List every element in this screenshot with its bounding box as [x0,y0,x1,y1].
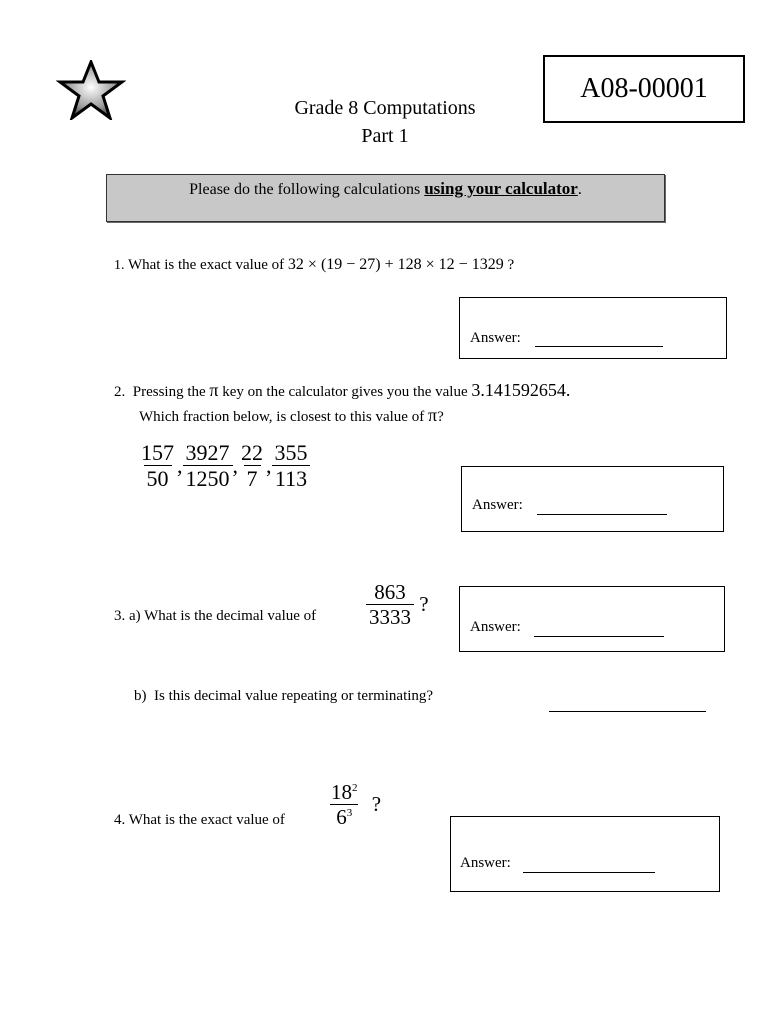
star-icon [56,60,126,120]
question-4-answer-label: Answer: [460,855,511,871]
fraction-option-4 [272,440,311,492]
fraction-option-4-denominator: 113 [272,465,310,491]
document-id-box [543,55,745,123]
question-1 [114,256,514,274]
question-2-line-1 [114,380,570,401]
question-3-numerator: 863 [374,580,406,604]
question-4 [114,812,285,829]
question-4-fraction [328,780,361,829]
question-2-value: 3.141592654. [471,380,571,400]
question-2-number: 2. [114,384,126,400]
fraction-option-2 [183,440,233,492]
document-id: A08-00001 [580,73,708,104]
question-2-text-a: Pressing the [132,384,206,400]
question-3b-answer-line[interactable] [549,711,706,712]
question-3-part-a-label: a) [129,608,141,624]
question-4-answer-box[interactable] [450,816,720,892]
question-1-suffix: ? [507,257,515,273]
question-3-answer-box[interactable] [459,586,725,652]
question-2-answer-label: Answer: [472,497,523,513]
fraction-option-2-denominator: 1250 [183,465,233,491]
instruction-banner [106,174,665,222]
question-2-fraction-list: $\frac{157}{50}$ , $\frac{3927}{1250}$ , $\frac{22}{7}$ , $\frac{355}{113}$ [138,440,311,492]
question-4-denominator-base: 6 [336,805,347,830]
question-4-prompt: What is the exact value of [128,812,285,828]
instruction-text-start: Please do the following calculations [189,181,425,198]
question-3-suffix: ? [419,592,429,617]
question-3-answer-line[interactable] [534,636,664,637]
pi-symbol-2: π [427,405,438,425]
question-4-number: 4. [114,812,126,828]
question-3-fraction [366,580,414,629]
question-4-numerator-base: 18 [331,780,352,804]
question-4-numerator [328,780,361,804]
question-4-denominator [330,804,358,829]
question-2-line-2 [139,405,444,426]
instruction-text [107,179,664,199]
question-1-number: 1. [114,258,125,273]
question-3-denominator: 3333 [366,604,414,629]
question-3-answer-label: Answer: [470,619,521,635]
question-1-answer-box[interactable] [459,297,727,359]
question-3-part-b [134,688,433,705]
instruction-emphasis: using your calculator [424,179,578,198]
question-3-prompt-a: What is the decimal value of [144,608,317,624]
question-4-answer-line[interactable] [523,872,655,873]
question-3-prompt-b: Is this decimal value repeating or terminating? [154,688,434,704]
question-4-numerator-exponent: 2 [352,782,358,794]
fraction-option-1-denominator: 50 [144,465,172,491]
fraction-option-3-denominator: 7 [244,465,261,491]
question-2-text-c: Which fraction below, is closest to this value of [139,409,425,425]
title-line-1: Grade 8 Computations [294,97,476,119]
question-1-prompt: What is the exact value of [127,257,285,273]
question-4-denominator-exponent: 3 [346,807,353,820]
question-2-text-b: key on the calculator gives you the value [222,384,468,400]
instruction-text-end: . [577,181,582,198]
question-3-expression [366,580,429,629]
fraction-option-1-numerator: 157 [141,440,174,465]
fraction-option-1 [138,440,177,492]
fraction-option-4-numerator: 355 [274,440,308,465]
question-3-number: 3. [114,608,126,624]
fraction-option-2-numerator: 3927 [185,440,230,465]
question-3-part-a [114,608,316,625]
question-2-answer-line[interactable] [537,514,667,515]
question-1-answer-line[interactable] [535,346,663,347]
question-1-expression: 32 × (19 − 27) + 128 × 12 − 1329 [287,256,504,273]
pi-symbol: π [209,380,219,400]
question-2-text-d: ? [437,409,444,425]
question-1-answer-label: Answer: [470,330,521,346]
fraction-option-3 [238,440,266,492]
question-2-answer-box[interactable] [461,466,724,532]
question-4-expression [328,780,381,829]
page-title [250,94,520,150]
title-line-2: Part 1 [361,125,409,147]
fraction-option-3-numerator: 22 [241,440,263,465]
question-4-suffix: ? [371,792,382,817]
question-3-part-b-label: b) [134,688,147,704]
